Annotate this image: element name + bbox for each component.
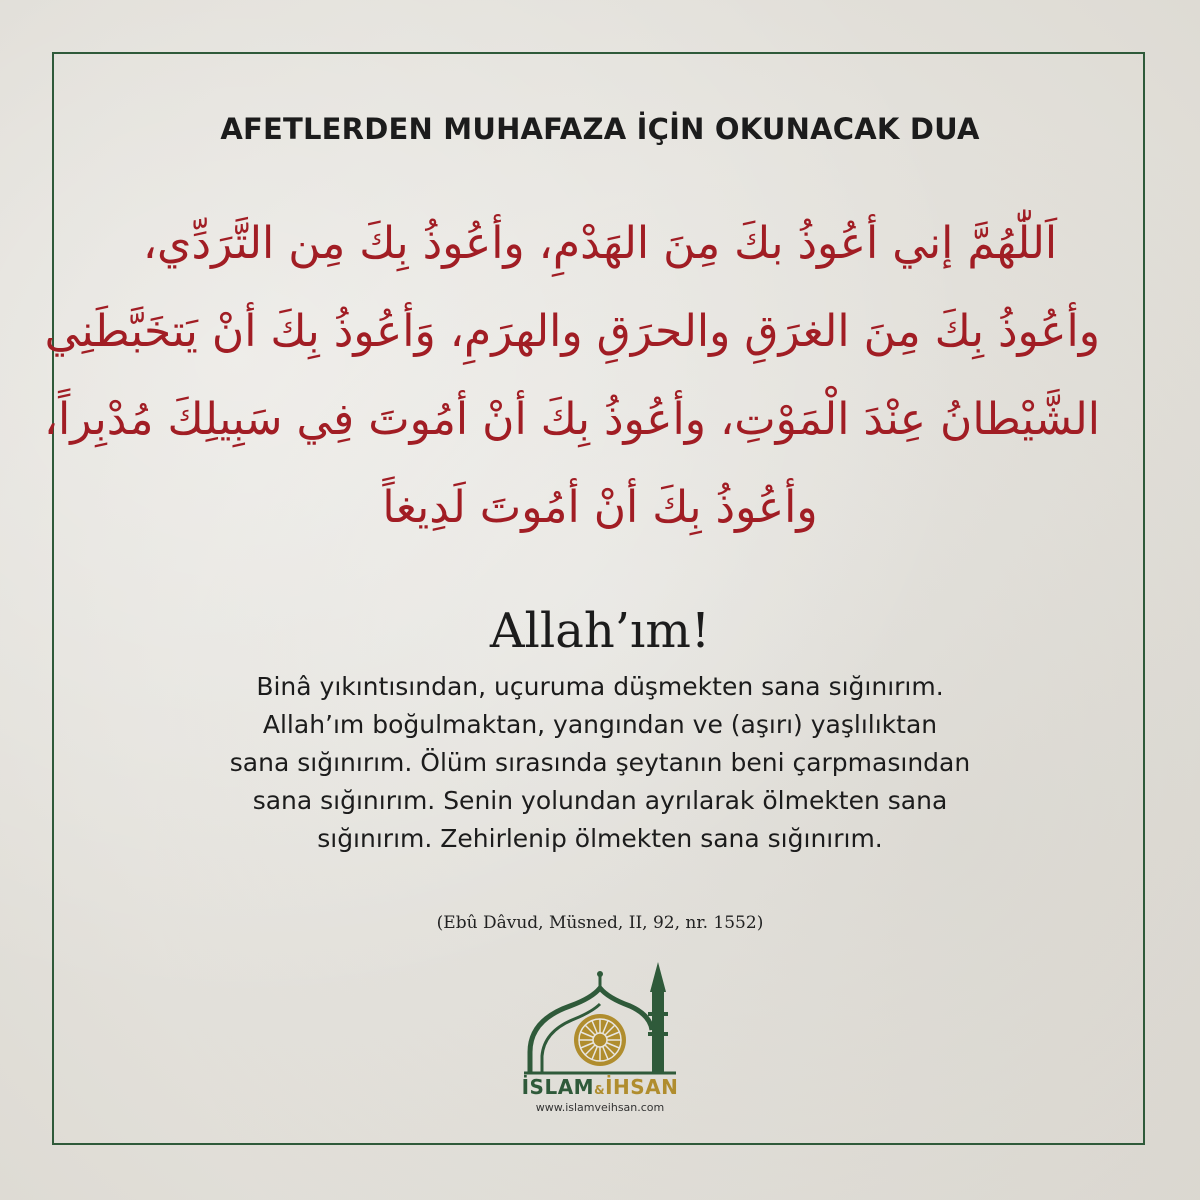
brand-logo [500, 960, 700, 1130]
mosque-dome-minaret-icon [500, 960, 700, 1080]
translation-line: sığınırım. Zehirlenip ölmekten sana sığınırım. [317, 824, 883, 853]
brand-ampersand: & [594, 1083, 606, 1097]
translation-heading: Allah’ım! [489, 603, 711, 659]
brand-name-part1: İSLAM [521, 1075, 595, 1099]
source-citation: (Ebû Dâvud, Müsned, II, 92, nr. 1552) [436, 913, 764, 933]
brand-name [500, 1075, 700, 1099]
translation-line: sana sığınırım. Senin yolundan ayrılarak ölmekten sana [252, 786, 948, 815]
arabic-line: اَللّٰهُمَّ إني أعُوذُ بكَ مِنَ الهَدْمِ، وأعُوذُ بِكَ مِن التَّرَدِّي، [142, 218, 1058, 269]
page-title: AFETLERDEN MUHAFAZA İÇİN OKUNACAK DUA [220, 112, 980, 146]
translation-line: sana sığınırım. Ölüm sırasında şeytanın beni çarpmasından [229, 748, 971, 777]
translation-line: Allah’ım boğulmaktan, yangından ve (aşırı) yaşlılıktan [262, 710, 938, 739]
brand-url: www.islamveihsan.com [535, 1101, 665, 1114]
translation-line: Binâ yıkıntısından, uçuruma düşmekten sana sığınırım. [256, 672, 944, 701]
arabic-line: وأعُوذُ بِكَ أنْ أمُوتَ لَدِيغاً [382, 482, 818, 533]
arabic-line: وأعُوذُ بِكَ مِنَ الغرَقِ والحرَقِ والهرَمِ، وَأعُوذُ بِكَ أنْ يَتخَبَّطَنِي [44, 306, 1100, 357]
brand-name-part2: İHSAN [605, 1075, 679, 1099]
arabic-line: الشَّيْطانُ عِنْدَ الْمَوْتِ، وأعُوذُ بِكَ أنْ أمُوتَ فِي سَبِيلِكَ مُدْبِراً، [43, 394, 1100, 445]
translation-text [100, 668, 1100, 858]
arabic-prayer [43, 200, 1100, 552]
